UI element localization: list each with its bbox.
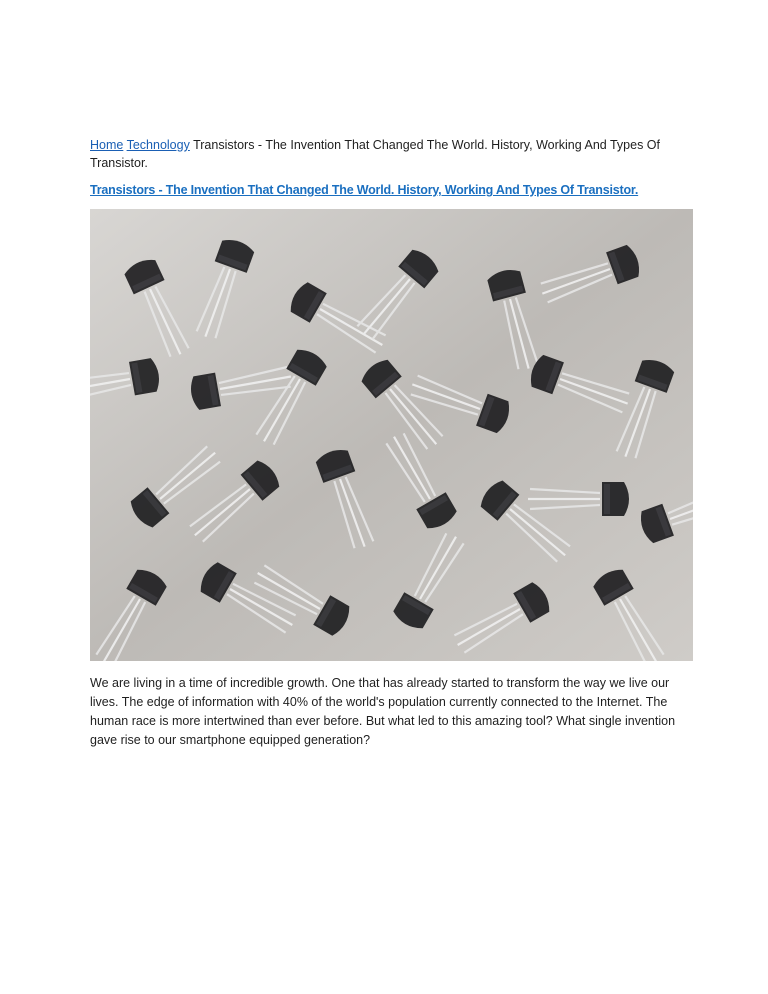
article-paragraph: We are living in a time of incredible growth. One that has already started to transform the way we live our lives. The edge of information with 40% of the world's population currently connected to the Internet. The human race is more intertwined than ever before. But what led to this amazing tool? What single invention gave rise to our smartphone equipped generation? bbox=[90, 676, 676, 747]
breadcrumb-home-link[interactable]: Home bbox=[90, 138, 124, 152]
breadcrumb bbox=[90, 137, 690, 172]
breadcrumb-current: Transistors - The Invention That Changed The World. History, Working And Types Of Transistor. bbox=[90, 138, 660, 170]
transistors-photo bbox=[90, 209, 693, 661]
page-content bbox=[90, 137, 690, 763]
breadcrumb-technology-link[interactable]: Technology bbox=[126, 138, 190, 152]
article-title-link[interactable]: Transistors - The Invention That Changed The World. History, Working And Types Of Transistor. bbox=[90, 183, 639, 197]
